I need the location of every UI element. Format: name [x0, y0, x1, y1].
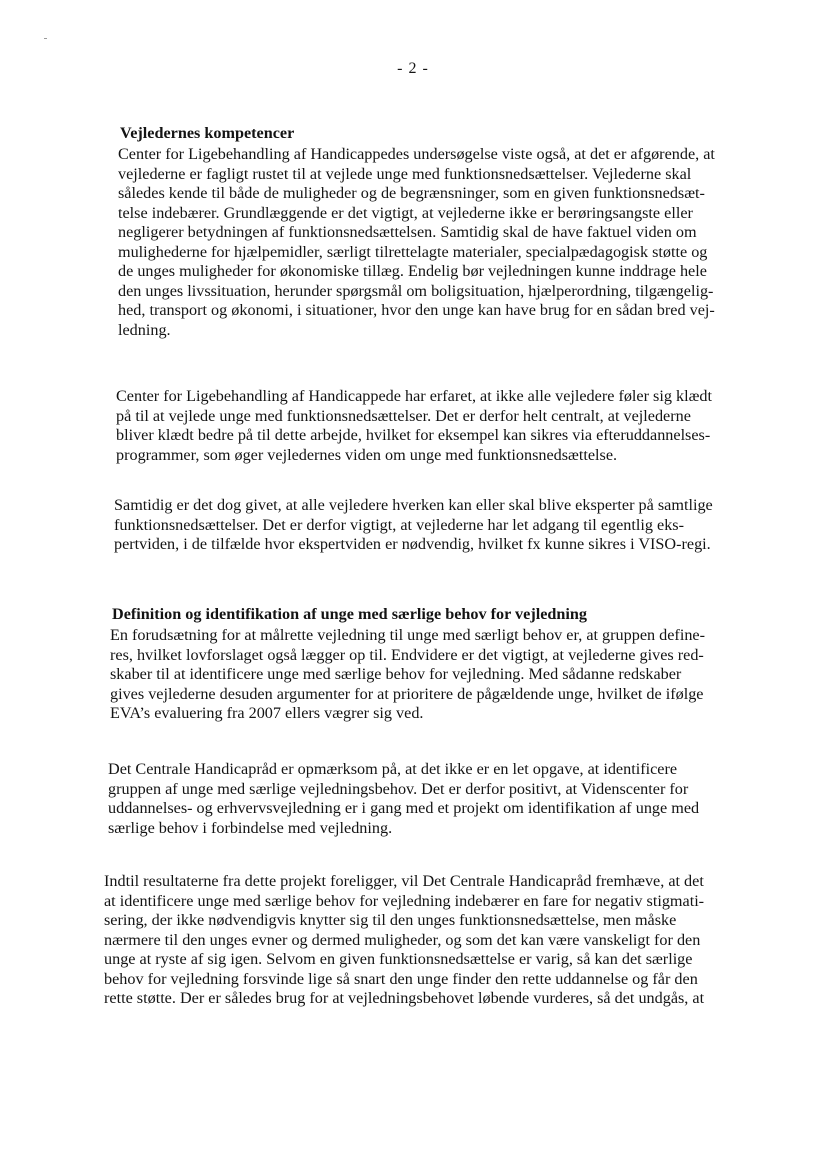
scan-speck	[44, 38, 47, 39]
text-line: mulighederne for hjælpemidler, særligt tilrettelagte materialer, specialpædagogisk støtte og	[118, 242, 708, 261]
text-line: EVA’s evaluering fra 2007 ellers vægrer sig ved.	[110, 704, 424, 722]
text-line: negligerer betydningen af funktionsnedsættelsen. Samtidig skal de have faktuel viden om	[118, 223, 697, 241]
paragraph	[108, 760, 699, 838]
page-number: - 2 -	[397, 60, 429, 77]
text-line: ledning.	[118, 320, 171, 339]
text-line: telse indebærer. Grundlæggende er det vigtigt, at vejlederne ikke er berøringsangste eller	[118, 203, 693, 222]
section-heading: Vejledernes kompetencer	[120, 124, 295, 142]
text-line: gives vejlederne desuden argumenter for at prioritere de pågældende unge, hvilket de ifølge	[110, 684, 704, 703]
text-line: programmer, som øger vejledernes viden om unge med funktionsnedsættelse.	[116, 445, 618, 464]
paragraph	[116, 387, 712, 465]
text-line: sering, der ikke nødvendigvis knytter sig til den unges funktionsnedsættelse, men måske	[104, 911, 677, 929]
paragraph	[118, 145, 715, 340]
text-line: res, hvilket lovforslaget også lægger op til. Endvidere er det vigtigt, at vejlederne gives red-	[110, 645, 704, 664]
text-line: de unges muligheder for økonomiske tillæg. Endelig bør vejledningen kunne inddrage hele	[118, 262, 707, 280]
paragraph	[114, 496, 713, 555]
text-line: skaber til at identificere unge med særlige behov for vejledning. Med sådanne redskaber	[110, 665, 682, 683]
text-line: uddannelses- og erhvervsvejledning er i gang med et projekt om identifikation af unge med	[108, 799, 700, 817]
paragraph	[110, 626, 705, 724]
text-line: behov for vejledning forsvinde lige så snart den unge finder den rette uddannelse og får den	[104, 969, 698, 988]
text-line: gruppen af unge med særlige vejledningsbehov. Det er derfor positivt, at Videnscenter for	[108, 779, 689, 798]
text-line: at identificere unge med særlige behov for vejledning indebærer en fare for negativ stigmati-	[104, 891, 705, 910]
text-line: rette støtte. Der er således brug for at vejledningsbehovet løbende vurderes, så det undgås, at	[104, 989, 705, 1007]
section-vejledernes-kompetencer	[120, 124, 294, 144]
text-line: Center for Ligebehandling af Handicappede har erfaret, at ikke alle vejledere føler sig klædt	[116, 387, 712, 405]
section-heading: Definition og identifikation af unge med særlige behov for vejledning	[112, 605, 587, 623]
text-line: funktionsnedsættelser. Det er derfor vigtigt, at vejlederne har let adgang til egentlig eks-	[114, 515, 684, 534]
text-line: Samtidig er det dog givet, at alle vejledere hverken kan eller skal blive eksperter på samtlige	[114, 496, 713, 514]
section-definition-identifikation	[112, 605, 587, 625]
text-line: bliver klædt bedre på til dette arbejde, hvilket for eksempel kan sikres via efteruddannelses-	[116, 426, 711, 444]
text-line: vejlederne er fagligt rustet til at vejlede unge med funktionsnedsættelser. Vejlederne skal	[118, 164, 692, 183]
text-line: Center for Ligebehandling af Handicappedes undersøgelse viste også, at det er afgørende, at	[118, 145, 715, 163]
text-line: således kende til både de muligheder og de begrænsninger, som en given funktionsnedsæt-	[118, 184, 705, 202]
text-line: Indtil resultaterne fra dette projekt foreligger, vil Det Centrale Handicapråd fremhæve, at det	[104, 872, 704, 890]
text-line: unge at ryste af sig igen. Selvom en given funktionsnedsættelse er varig, så kan det særlige	[104, 950, 693, 968]
text-line: på til at vejlede unge med funktionsnedsættelser. Det er derfor helt centralt, at vejlederne	[116, 406, 691, 425]
text-line: En forudsætning for at målrette vejledning til unge med særligt behov er, at gruppen define-	[110, 626, 705, 644]
text-line: nærmere til den unges evner og dermed muligheder, og som det kan være vanskeligt for den	[104, 930, 701, 949]
text-line: Det Centrale Handicapråd er opmærksom på, at det ikke er en let opgave, at identificere	[108, 760, 678, 778]
paragraph	[104, 872, 704, 1009]
text-line: pertviden, i de tilfælde hvor ekspertviden er nødvendig, hvilket fx kunne sikres i VISO-regi.	[114, 535, 711, 553]
text-line: den unges livssituation, herunder spørgsmål om boligsituation, hjælperordning, tilgængelig-	[118, 281, 714, 300]
text-line: særlige behov i forbindelse med vejledning.	[108, 818, 393, 837]
text-line: hed, transport og økonomi, i situationer, hvor den unge kan have brug for en sådan bred vej-	[118, 301, 715, 319]
